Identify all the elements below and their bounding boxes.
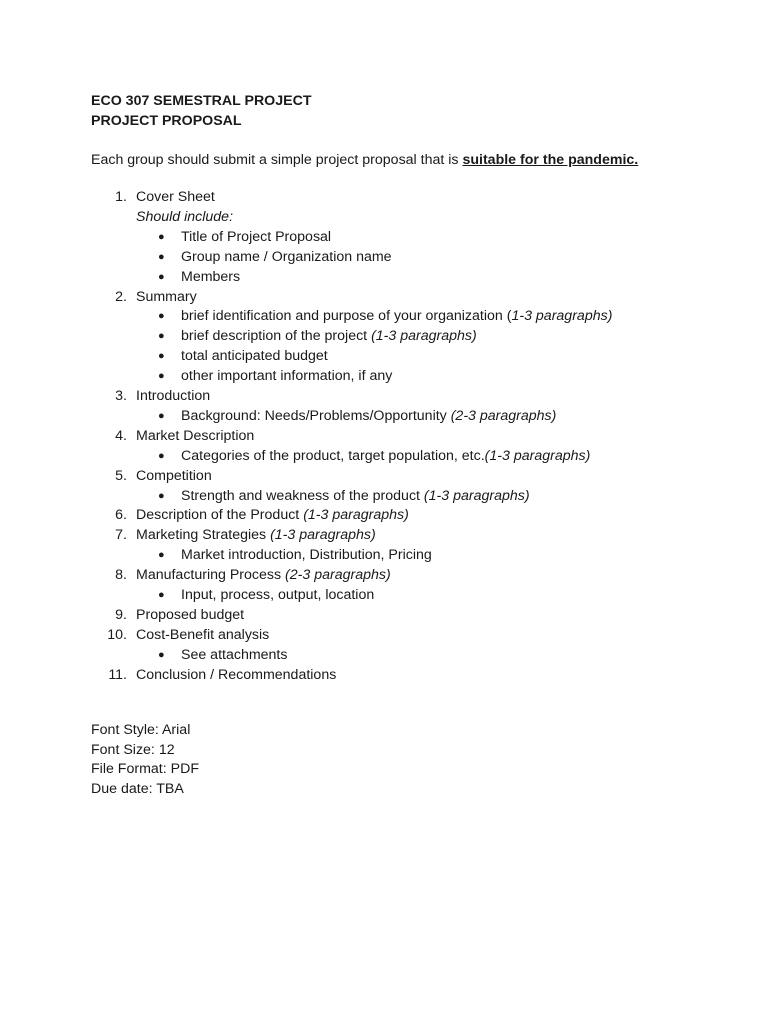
bullet-icon: ●: [158, 409, 165, 422]
document-subtitle: PROJECT PROPOSAL: [91, 113, 242, 129]
bullet-main: Background: Needs/Problems/Opportunity: [181, 407, 451, 424]
item-title: Market Description: [136, 427, 255, 444]
item-number: 7.: [115, 527, 127, 544]
bullet-main: Categories of the product, target population, etc.: [181, 447, 485, 464]
bullet-note: (1-3 paragraphs): [484, 447, 591, 464]
item-number: 6.: [115, 507, 127, 524]
bullet-main: other important information, if any: [181, 368, 393, 385]
item-number: 1.: [115, 189, 127, 205]
bullet-icon: ●: [158, 370, 165, 383]
item-title: Cover Sheet: [136, 189, 215, 205]
bullet-text: [181, 486, 530, 506]
item-number: 10.: [107, 626, 127, 643]
item-number: 2.: [115, 288, 127, 305]
bullet-text: [181, 545, 432, 565]
item-text: [136, 466, 212, 486]
bullet-text: [181, 366, 392, 386]
bullet-icon: ●: [158, 310, 165, 323]
item-title: Marketing Strategies: [136, 527, 271, 544]
item-title: Cost-Benefit analysis: [136, 626, 270, 643]
item-note: (1-3 paragraphs): [270, 527, 376, 544]
intro-text: Each group should submit a simple project proposal that is: [91, 152, 463, 168]
item-text: [136, 287, 197, 307]
bullet-text: [181, 247, 392, 267]
bullet-note: (1-3 paragraphs): [371, 328, 477, 345]
item-number: 8.: [115, 567, 127, 584]
footer-line: Due date: TBA: [91, 780, 184, 797]
item-number: 4.: [115, 427, 127, 444]
bullet-note: (2-3 paragraphs): [450, 407, 557, 424]
bullet-text: [181, 326, 477, 346]
document-title: ECO 307 SEMESTRAL PROJECT: [91, 93, 312, 109]
item-title: Description of the Product: [136, 507, 304, 524]
bullet-icon: ●: [158, 270, 165, 283]
bullet-main: total anticipated budget: [181, 348, 328, 365]
item-title: Competition: [136, 467, 212, 484]
item-title: Manufacturing Process: [136, 567, 286, 584]
item-title: Summary: [136, 288, 197, 305]
item-number: 9.: [115, 606, 127, 623]
bullet-text: [181, 446, 590, 466]
bullet-icon: ●: [158, 330, 165, 343]
bullet-icon: ●: [158, 350, 165, 363]
item-text: [136, 665, 336, 685]
bullet-text: [181, 585, 374, 605]
item-title: Proposed budget: [136, 606, 245, 623]
bullet-note: (1-3 paragraphs): [423, 487, 530, 504]
intro-paragraph: [91, 150, 638, 170]
footer-line: Font Style: Arial: [91, 722, 191, 738]
bullet-main: Market introduction, Distribution, Pricing: [181, 547, 432, 564]
bullet-icon: ●: [158, 489, 165, 502]
bullet-icon: ●: [158, 549, 165, 562]
bullet-icon: ●: [158, 449, 165, 462]
footer-line: File Format: PDF: [91, 761, 199, 777]
bullet-text: [181, 645, 287, 665]
item-title: Introduction: [136, 388, 211, 404]
intro-emphasis: suitable for the pandemic.: [462, 152, 639, 168]
item-text: [136, 605, 244, 625]
bullet-main: brief description of the project: [181, 328, 372, 345]
item-number: 11.: [108, 666, 127, 683]
item-text: [136, 426, 254, 446]
sub-intro-text: Should include:: [136, 208, 234, 225]
item-title: Conclusion / Recommendations: [136, 666, 337, 683]
bullet-main: Members: [181, 268, 241, 285]
bullet-text: [181, 306, 612, 326]
item-text: [136, 625, 269, 645]
item-text: [136, 187, 215, 207]
bullet-main: Group name / Organization name: [181, 248, 392, 265]
bullet-text: [181, 267, 240, 287]
item-number: 3.: [115, 388, 127, 404]
item-number: 5.: [115, 467, 127, 484]
bullet-icon: ●: [158, 250, 165, 263]
item-text: [136, 386, 210, 406]
bullet-main: Title of Project Proposal: [181, 228, 332, 245]
item-note: (2-3 paragraphs): [285, 567, 391, 584]
bullet-icon: ●: [158, 230, 165, 243]
bullet-main: Input, process, output, location: [181, 587, 375, 603]
bullet-icon: ●: [158, 589, 165, 601]
bullet-main: Strength and weakness of the product: [181, 487, 424, 504]
formatting-requirements: [91, 721, 199, 799]
bullet-main: See attachments: [181, 646, 288, 663]
item-text: [136, 505, 409, 525]
bullet-main: brief identification and purpose of your organization (: [181, 308, 512, 325]
bullet-text: [181, 346, 328, 366]
item-text: [136, 565, 391, 585]
item-text: [136, 525, 376, 545]
bullet-note: 1-3 paragraphs): [511, 308, 613, 325]
bullet-text: [181, 406, 556, 426]
bullet-text: [181, 227, 331, 247]
item-note: (1-3 paragraphs): [303, 507, 409, 524]
bullet-icon: ●: [158, 648, 165, 661]
footer-line: Font Size: 12: [91, 741, 175, 758]
